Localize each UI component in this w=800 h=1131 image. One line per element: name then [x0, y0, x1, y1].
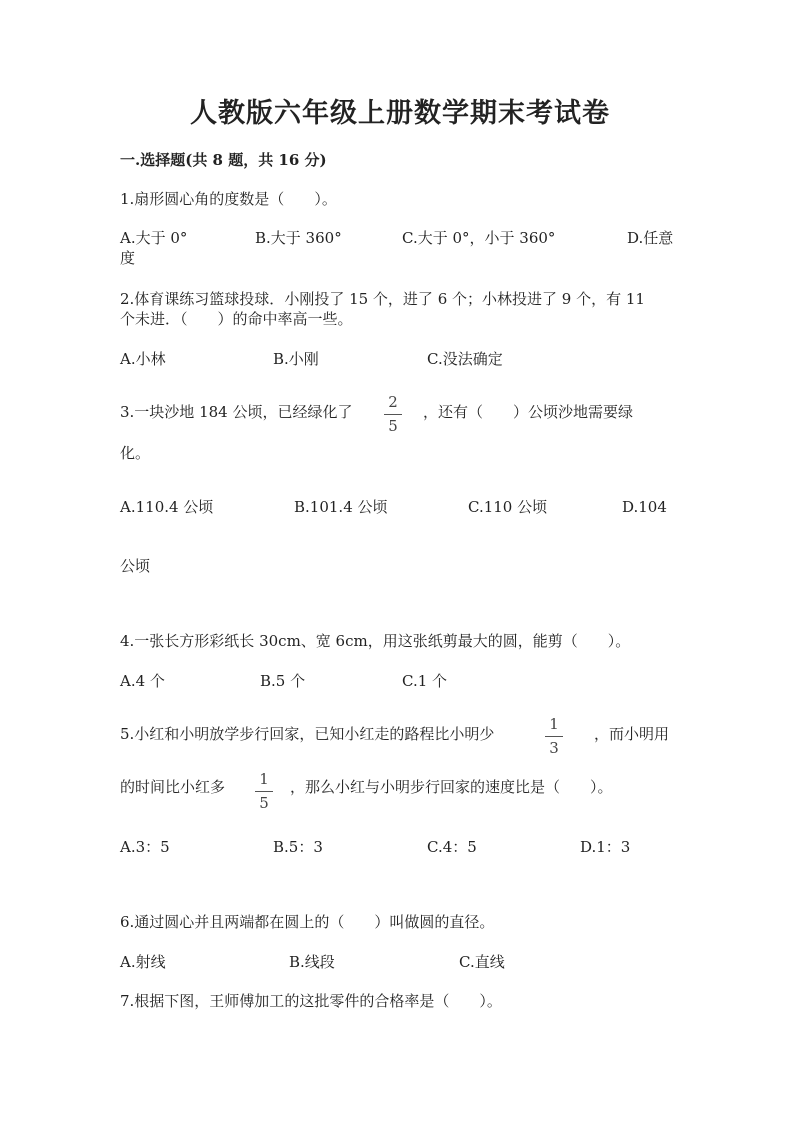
- question-stem: 6.通过圆心并且两端都在圆上的（ ）叫做圆的直径。: [120, 913, 495, 931]
- fraction-one-fifth: [252, 771, 276, 812]
- option-b: B.5 个: [260, 672, 306, 690]
- option-d: D.1：3: [580, 838, 631, 856]
- option-a: A.射线: [120, 953, 166, 971]
- question-stem-line-2: 个未进．（ ）的命中率高一些。: [120, 310, 353, 328]
- option-b: B.小刚: [273, 350, 319, 368]
- section-heading: 一.选择题(共 8 题，共 16 分): [120, 151, 327, 169]
- option-d: D.任意: [627, 229, 674, 247]
- fraction-numerator: 1: [259, 770, 269, 788]
- fraction-bar: [255, 791, 273, 792]
- option-b: B.101.4 公顷: [294, 498, 388, 516]
- option-a: A.4 个: [120, 672, 165, 690]
- fraction-numerator: 2: [388, 393, 398, 411]
- option-c: C.110 公顷: [468, 498, 548, 516]
- page-title: 人教版六年级上册数学期末考试卷: [190, 98, 610, 129]
- question-stem: 1.扇形圆心角的度数是（ ）。: [120, 190, 337, 208]
- fraction-one-third: [542, 716, 566, 757]
- fraction-bar: [545, 736, 563, 737]
- question-stem-line-1: 2.体育课练习篮球投球．小刚投了 15 个，进了 6 个；小林投进了 9 个，有 11: [120, 290, 645, 308]
- fraction-denominator: 5: [388, 417, 398, 435]
- option-c: C.4：5: [427, 838, 477, 856]
- question-stem-line-2: 化。: [120, 444, 151, 462]
- fraction-bar: [384, 414, 402, 415]
- option-c: C.1 个: [402, 672, 448, 690]
- fraction-numerator: 1: [549, 715, 559, 733]
- fraction-two-fifths: [381, 394, 405, 435]
- option-c: C.大于 0°，小于 360°: [402, 229, 556, 247]
- question-stem-part-2: ，而小明用: [594, 725, 670, 743]
- option-a: A.小林: [120, 350, 166, 368]
- option-d-continued: 公顷: [120, 557, 151, 575]
- option-a: A.110.4 公顷: [120, 498, 214, 516]
- option-c: C.直线: [459, 953, 505, 971]
- option-b: B.大于 360°: [255, 229, 342, 247]
- fraction-denominator: 3: [549, 739, 559, 757]
- question-stem-part-3: 的时间比小红多: [120, 778, 226, 796]
- option-a: A.大于 0°: [120, 229, 188, 247]
- question-stem: 4.一张长方形彩纸长 30cm、宽 6cm，用这张纸剪最大的圆，能剪（ ）。: [120, 632, 631, 650]
- question-stem-part-4: ，那么小红与小明步行回家的速度比是（ ）。: [290, 778, 613, 796]
- fraction-denominator: 5: [259, 794, 269, 812]
- question-stem-part-1: 5.小红和小明放学步行回家，已知小红走的路程比小明少: [120, 725, 495, 743]
- option-c: C.没法确定: [427, 350, 503, 368]
- question-stem: 7.根据下图，王师傅加工的这批零件的合格率是（ ）。: [120, 992, 502, 1010]
- option-d: D.104: [622, 498, 667, 516]
- option-a: A.3：5: [120, 838, 170, 856]
- option-d-continued: 度: [120, 249, 136, 267]
- option-b: B.5：3: [273, 838, 323, 856]
- question-stem-part-2: ，还有（ ）公顷沙地需要绿: [423, 403, 634, 421]
- option-b: B.线段: [289, 953, 335, 971]
- question-stem-part-1: 3.一块沙地 184 公顷，已经绿化了: [120, 403, 353, 421]
